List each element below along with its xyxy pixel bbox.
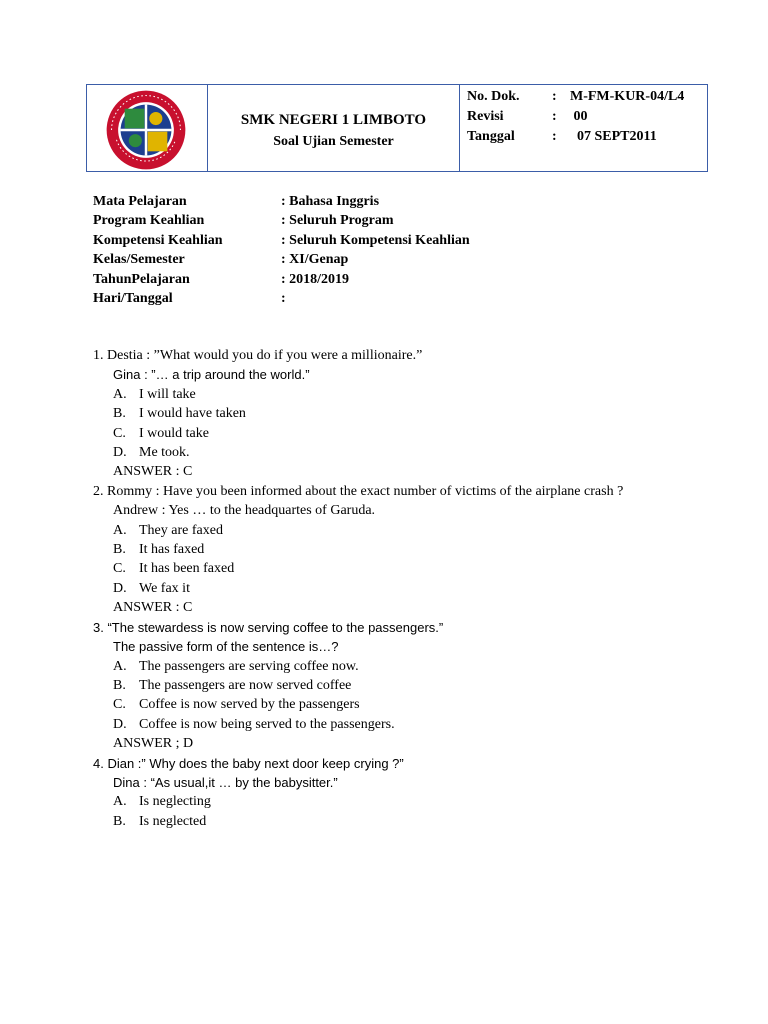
- option-letter: C.: [113, 697, 126, 713]
- question-sub: Gina : ”… a trip around the world.”: [113, 367, 310, 383]
- option-letter: D.: [113, 716, 127, 732]
- doc-row: [467, 87, 707, 107]
- answer-option: [93, 792, 623, 811]
- option-text: We fax it: [139, 580, 190, 596]
- answer-option: [93, 715, 623, 734]
- info-row: [93, 250, 470, 269]
- info-value: : Seluruh Kompetensi Keahlian: [281, 232, 470, 248]
- info-row: [93, 231, 470, 250]
- option-letter: A.: [113, 386, 127, 402]
- answer-key: ANSWER : C: [113, 464, 193, 480]
- option-text: I would have taken: [139, 406, 246, 422]
- question-stem: 2. Rommy : Have you been informed about the exact number of victims of the airplane crash ?: [93, 483, 624, 499]
- info-row: [93, 289, 470, 308]
- info-value: : 2018/2019: [281, 271, 350, 287]
- option-letter: B.: [113, 406, 126, 422]
- info-label: Hari/Tanggal: [93, 291, 173, 307]
- doc-colon: :: [552, 129, 557, 144]
- answer-option: [93, 540, 623, 559]
- option-letter: B.: [113, 813, 126, 829]
- option-letter: B.: [113, 542, 126, 558]
- option-text: They are faxed: [139, 522, 223, 538]
- option-letter: A.: [113, 658, 127, 674]
- option-letter: C.: [113, 561, 126, 577]
- option-text: The passengers are serving coffee now.: [139, 658, 359, 674]
- info-row: [93, 211, 470, 230]
- doc-label: No. Dok.: [467, 89, 520, 104]
- doc-value: 00: [570, 109, 588, 124]
- document-header: [86, 84, 708, 172]
- answer-option: [93, 812, 623, 831]
- info-row: [93, 192, 470, 211]
- doc-label: Revisi: [467, 109, 504, 124]
- option-text: Coffee is now being served to the passengers.: [139, 716, 395, 732]
- document-info-cell: [460, 85, 707, 171]
- question-stem: 4. Dian :” Why does the baby next door keep crying ?”: [93, 755, 404, 771]
- info-label: Mata Pelajaran: [93, 194, 187, 209]
- option-text: It has been faxed: [139, 561, 235, 577]
- answer-option: [93, 695, 623, 714]
- question-stem: 1. Destia : ”What would you do if you were a millionaire.”: [93, 348, 423, 363]
- option-text: I will take: [139, 386, 196, 402]
- info-value: :: [281, 291, 286, 307]
- exam-info: [93, 192, 470, 308]
- option-text: Coffee is now served by the passengers: [139, 697, 360, 713]
- answer-option: [93, 404, 623, 423]
- info-label: Program Keahlian: [93, 213, 205, 229]
- doc-value: M-FM-KUR-04/L4: [570, 89, 685, 104]
- option-letter: A.: [113, 522, 127, 538]
- question-sub: Andrew : Yes … to the headquartes of Garuda.: [113, 503, 376, 519]
- option-letter: C.: [113, 425, 126, 441]
- doc-label: Tanggal: [467, 129, 515, 144]
- doc-value: 07 SEPT2011: [570, 129, 657, 144]
- info-value: : Seluruh Program: [281, 213, 394, 229]
- answer-option: [93, 385, 623, 404]
- answer-option: [93, 579, 623, 598]
- info-row: [93, 270, 470, 289]
- answer-key: ANSWER : C: [113, 600, 193, 616]
- answer-key: ANSWER ; D: [113, 736, 194, 752]
- question-sub: Dina : “As usual,it … by the babysitter.”: [113, 774, 338, 790]
- option-letter: D.: [113, 580, 127, 596]
- answer-option: [93, 424, 623, 443]
- option-letter: A.: [113, 794, 127, 810]
- doc-row: [467, 107, 707, 127]
- info-value: : Bahasa Inggris: [281, 194, 380, 209]
- doc-row: [467, 127, 707, 147]
- answer-option: [93, 657, 623, 676]
- doc-colon: :: [552, 109, 557, 124]
- option-letter: B.: [113, 677, 126, 693]
- option-letter: D.: [113, 445, 127, 461]
- info-label: TahunPelajaran: [93, 271, 190, 287]
- school-logo: [105, 89, 187, 171]
- info-value: : XI/Genap: [281, 252, 349, 268]
- answer-option: [93, 443, 623, 462]
- answer-option: [93, 559, 623, 578]
- option-text: It has faxed: [139, 542, 205, 558]
- option-text: The passengers are now served coffee: [139, 677, 352, 693]
- info-label: Kompetensi Keahlian: [93, 232, 223, 248]
- doc-colon: :: [552, 89, 557, 104]
- answer-option: [93, 521, 623, 540]
- question-list: [93, 346, 623, 831]
- option-text: I would take: [139, 425, 209, 441]
- school-cell: [208, 85, 460, 171]
- question-stem: 3. “The stewardess is now serving coffee to the passengers.”: [93, 619, 444, 635]
- option-text: Is neglected: [139, 813, 207, 829]
- info-label: Kelas/Semester: [93, 252, 185, 268]
- option-text: Is neglecting: [139, 794, 211, 810]
- question-sub: The passive form of the sentence is…?: [113, 639, 339, 655]
- school-name: SMK NEGERI 1 LIMBOTO: [240, 112, 427, 128]
- logo-cell: [87, 85, 208, 171]
- answer-option: [93, 676, 623, 695]
- exam-title: Soal Ujian Semester: [273, 134, 394, 149]
- option-text: Me took.: [139, 445, 190, 461]
